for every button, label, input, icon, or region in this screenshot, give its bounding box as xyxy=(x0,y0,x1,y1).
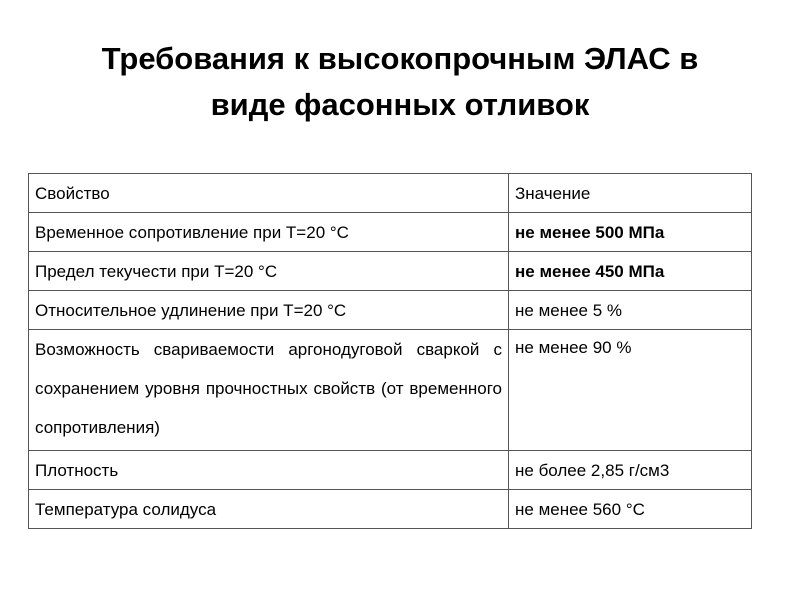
slide-title xyxy=(0,36,800,128)
cell-property: Возможность свариваемости аргонодуговой сваркой с сохранением уровня прочностных свойств (от временного сопротивления) xyxy=(29,330,509,451)
cell-property: Относительное удлинение при Т=20 °С xyxy=(29,291,509,330)
table-row xyxy=(29,330,752,451)
slide-title-line-1: Требования к высокопрочным ЭЛАС в xyxy=(101,41,699,76)
slide-title-line-2: виде фасонных отливок xyxy=(210,87,590,122)
table-header-row xyxy=(29,174,752,213)
table-row xyxy=(29,213,752,252)
table-row xyxy=(29,490,752,529)
properties-table xyxy=(28,173,752,529)
cell-property: Предел текучести при Т=20 °С xyxy=(29,252,509,291)
table-row xyxy=(29,291,752,330)
cell-value: не менее 500 МПа xyxy=(509,213,752,252)
table-row xyxy=(29,451,752,490)
cell-value: не менее 450 МПа xyxy=(509,252,752,291)
cell-value: не более 2,85 г/см3 xyxy=(509,451,752,490)
header-property: Свойство xyxy=(29,174,509,213)
table-row xyxy=(29,252,752,291)
cell-value: не менее 5 % xyxy=(509,291,752,330)
cell-value: не менее 560 °С xyxy=(509,490,752,529)
cell-property: Температура солидуса xyxy=(29,490,509,529)
cell-property: Плотность xyxy=(29,451,509,490)
header-value: Значение xyxy=(509,174,752,213)
cell-value: не менее 90 % xyxy=(509,330,752,451)
cell-property: Временное сопротивление при Т=20 °С xyxy=(29,213,509,252)
